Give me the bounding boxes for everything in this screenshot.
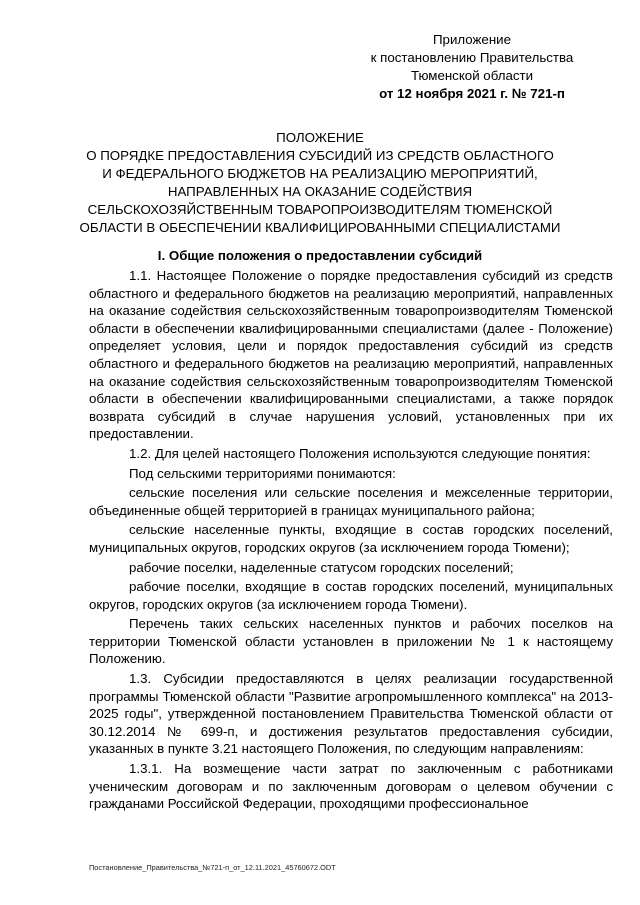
paragraph-rural-localities: сельские населенные пункты, входящие в состав городских поселений, муниципальных округов, городских округов (за исключением города Тюмени);: [89, 522, 613, 555]
document-body: [89, 267, 613, 815]
title-line: СЕЛЬСКОХОЗЯЙСТВЕННЫМ ТОВАРОПРОИЗВОДИТЕЛЯМ ТЮМЕНСКОЙ: [87, 202, 553, 217]
appendix-region-line: Тюменской области: [410, 68, 534, 83]
paragraph-1-3: 1.3. Субсидии предоставляются в целях реализации государственной программы Тюменской области "Развитие агропромышленного комплекса" на 2013-2025 годы", утвержденной постановлением Правительства Тюменской области от 30.12.2014 № 699-п, и достижения результатов предоставления субсидии, указанных в пункте 3.21 настоящего Положения, по следующим направлениям:: [89, 671, 613, 757]
section-heading: I. Общие положения о предоставлении субсидий: [157, 248, 483, 263]
paragraph-rural-settlements: сельские поселения или сельские поселения и межселенные территории, объединенные общей территорией в границах муниципального района;: [89, 485, 613, 518]
title-line: ОБЛАСТИ В ОБЕСПЕЧЕНИИ КВАЛИФИЦИРОВАННЫМИ СПЕЦИАЛИСТАМИ: [79, 220, 561, 235]
appendix-header: [352, 31, 592, 103]
document-title: [70, 129, 570, 237]
title-line: НАПРАВЛЕННЫХ НА ОКАЗАНИЕ СОДЕЙСТВИЯ: [167, 184, 473, 199]
appendix-resolution-line: к постановлению Правительства: [370, 50, 574, 65]
paragraph-list-reference: Перечень таких сельских населенных пунктов и рабочих поселков на территории Тюменской области установлен в приложении № 1 к настоящему Положению.: [89, 616, 613, 667]
title-line: ПОЛОЖЕНИЕ: [276, 130, 364, 145]
paragraph-1-2: 1.2. Для целей настоящего Положения используются следующие понятия:: [129, 445, 591, 461]
appendix-date-number: от 12 ноября 2021 г. № 721-п: [379, 86, 565, 101]
document-footer: Постановление_Правительства_№721-п_от_12.11.2021_45760672.ODT: [89, 863, 336, 872]
title-line: О ПОРЯДКЕ ПРЕДОСТАВЛЕНИЯ СУБСИДИЙ ИЗ СРЕДСТВ ОБЛАСТНОГО: [86, 148, 554, 163]
paragraph-work-settlements: рабочие поселки, наделенные статусом городских поселений;: [129, 559, 514, 575]
paragraph-work-settlements-in-cities: рабочие поселки, входящие в состав городских поселений, муниципальных округов, городских округов (за исключением города Тюмени).: [89, 579, 613, 612]
title-line: И ФЕДЕРАЛЬНОГО БЮДЖЕТОВ НА РЕАЛИЗАЦИЮ МЕРОПРИЯТИЙ,: [102, 166, 538, 181]
paragraph-1-3-1: 1.3.1. На возмещение части затрат по заключенным с работниками ученическим договорам и по заключенным договорам о целевом обучении с гражданами Российской Федерации, проходящими профессиональное: [89, 761, 613, 812]
appendix-label: Приложение: [433, 32, 511, 47]
paragraph-1-1: 1.1. Настоящее Положение о порядке предоставления субсидий из средств областного и федерального бюджетов на реализацию мероприятий, направленных на оказание содействия сельскохозяйственным товаропроизводителям Тюменской области в обеспечении квалифицированными специалистами (далее - Положение) определяет условия, цели и порядок предоставления субсидий из средств областного и федерального бюджетов на реализацию мероприятий, направленных на оказание содействия сельскохозяйственным товаропроизводителям Тюменской области в обеспечении квалифицированными специалистами, а также порядок возврата субсидий в случае нарушения условий, установленных при их предоставлении.: [89, 268, 613, 442]
paragraph-rural-territories: Под сельскими территориями понимаются:: [129, 465, 396, 481]
